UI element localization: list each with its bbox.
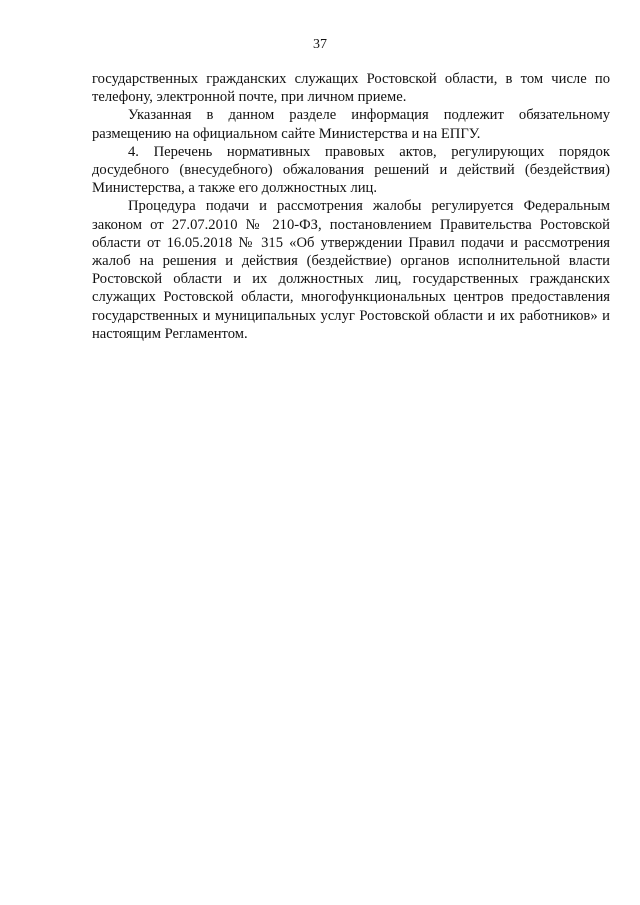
page-number: 37 [313,37,327,52]
paragraph-info-placement: Указанная в данном разделе информация подлежит обязательному размещению на официальном сайте Министерства и на ЕПГУ. [92,107,610,142]
document-body [92,70,610,343]
paragraph-complaint-procedure: Процедура подачи и рассмотрения жалобы регулируется Федеральным законом от 27.07.2010 № 210-ФЗ, постановлением Правительства Ростовской области от 16.05.2018 № 315 «Об утверждении Правил подачи и рассмотрения жалоб на решения и действия (бездействие) органов исполнительной власти Ростовской области и их должностных лиц, государственных гражданских служащих Ростовской области, многофункциональных центров предоставления государственных и муниципальных услуг Ростовской области и их работников» и настоящим Регламентом. [92,198,610,342]
paragraph-section-4-heading: 4. Перечень нормативных правовых актов, регулирующих порядок досудебного (внесудебного) обжалования решений и действий (бездействия) Министерства, а также его должностных лиц. [92,143,610,197]
paragraph-continuation: государственных гражданских служащих Ростовской области, в том числе по телефону, электронной почте, при личном приеме. [92,71,610,106]
